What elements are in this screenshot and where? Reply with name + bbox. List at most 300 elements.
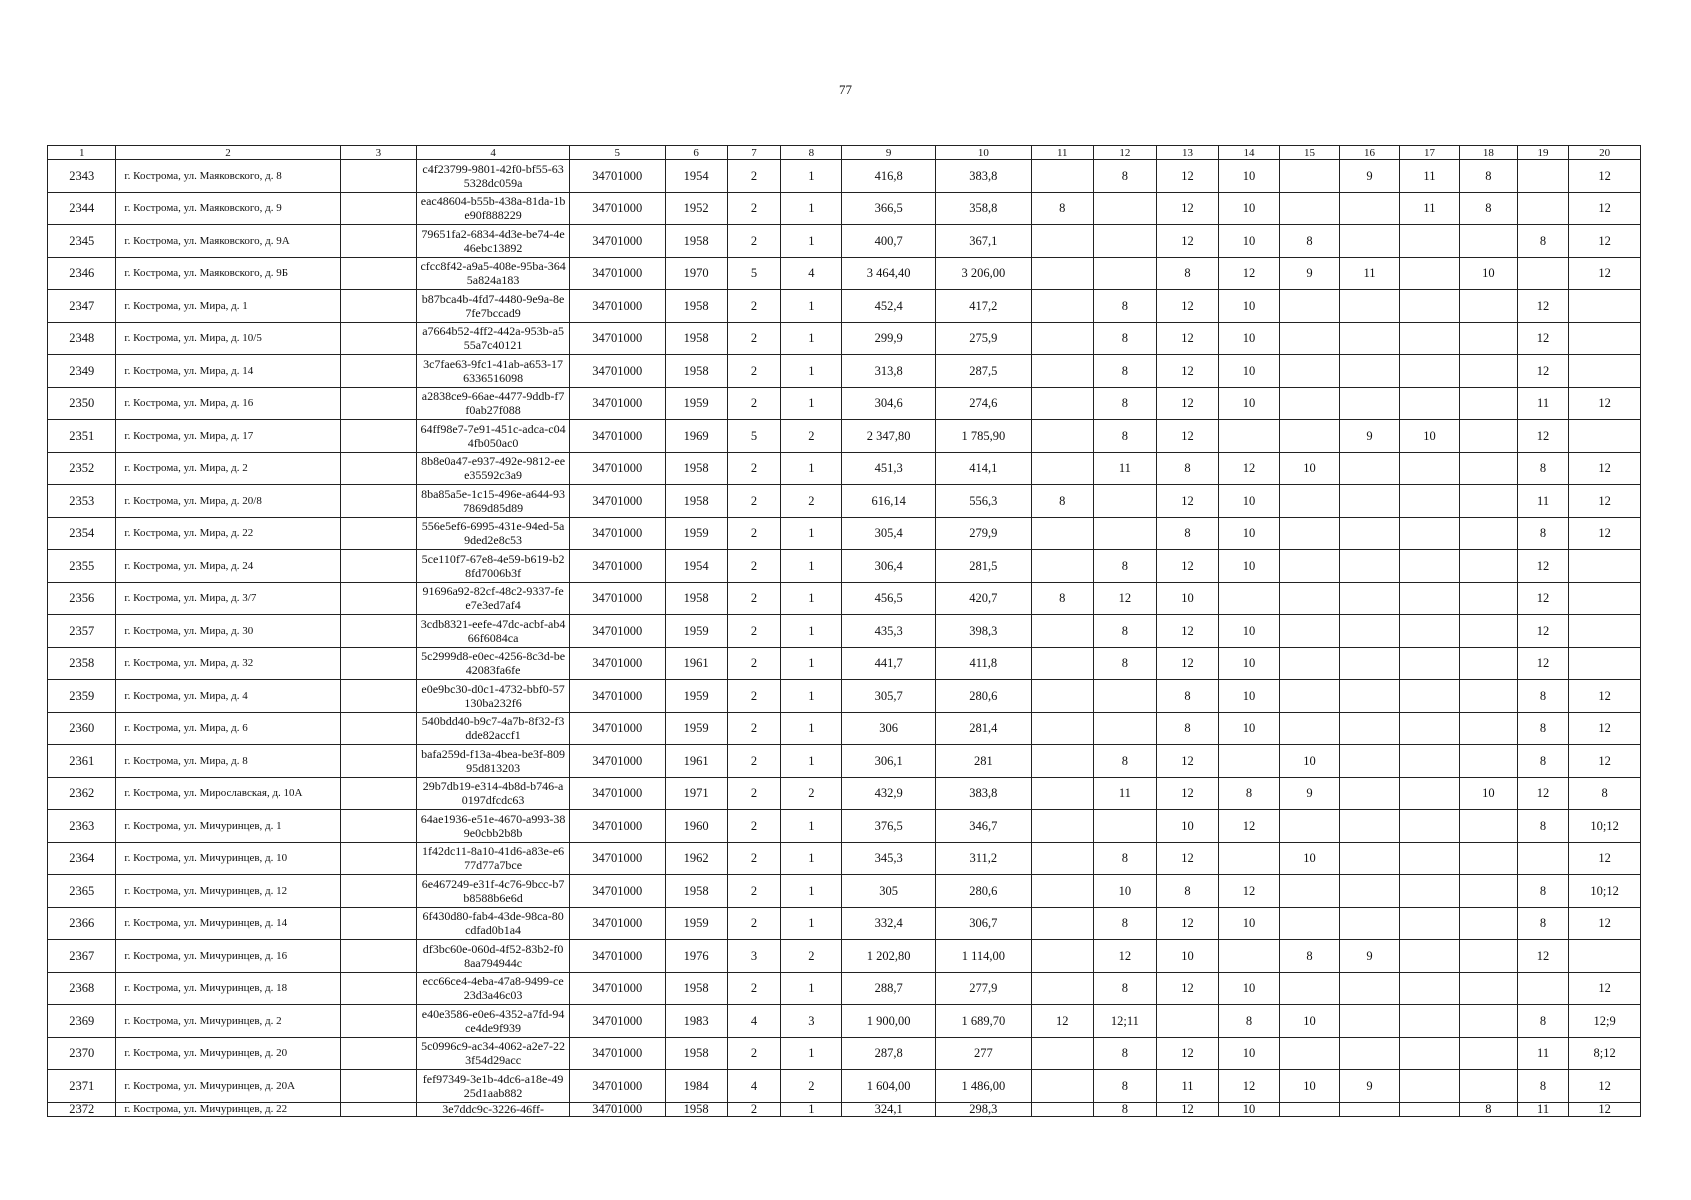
table-cell: 1984 (665, 1070, 727, 1103)
table-cell: 2368 (48, 972, 116, 1005)
table-cell: г. Кострома, ул. Мичуринцев, д. 18 (116, 972, 340, 1005)
table-cell (1459, 615, 1517, 648)
table-cell (1459, 355, 1517, 388)
table-cell (340, 290, 417, 323)
column-header: 13 (1156, 146, 1218, 160)
table-cell (1219, 940, 1280, 973)
table-cell (1459, 387, 1517, 420)
table-cell (340, 582, 417, 615)
table-cell: г. Кострома, ул. Маяковского, д. 9Б (116, 257, 340, 290)
table-cell: 1 (781, 745, 842, 778)
table-cell: 9 (1339, 1070, 1399, 1103)
table-cell: 1961 (665, 745, 727, 778)
table-cell: 10 (1219, 680, 1280, 713)
column-header: 9 (842, 146, 936, 160)
table-cell: г. Кострома, ул. Мира, д. 3/7 (116, 582, 340, 615)
table-cell (1459, 485, 1517, 518)
table-cell: 10 (1219, 1102, 1280, 1116)
table-cell: 8 (1156, 452, 1218, 485)
table-cell: 12 (1156, 615, 1218, 648)
table-cell: 11 (1093, 452, 1156, 485)
table-cell (1093, 485, 1156, 518)
table-cell (1569, 615, 1641, 648)
table-cell: г. Кострома, ул. Мира, д. 8 (116, 745, 340, 778)
table-cell: 1 689,70 (935, 1005, 1031, 1038)
page-number: 77 (839, 82, 852, 97)
table-cell (1031, 257, 1093, 290)
table-cell: 2364 (48, 842, 116, 875)
table-cell (1280, 420, 1340, 453)
table-cell: 9 (1339, 940, 1399, 973)
table-cell: 3 464,40 (842, 257, 936, 290)
table-cell (1399, 322, 1459, 355)
table-cell: 2372 (48, 1102, 116, 1116)
table-cell: 2345 (48, 225, 116, 258)
table-cell: 12 (1156, 225, 1218, 258)
table-cell: 34701000 (569, 160, 665, 193)
table-cell: 420,7 (935, 582, 1031, 615)
table-cell (1399, 842, 1459, 875)
table-cell: 2 (727, 875, 781, 908)
column-header: 3 (340, 146, 417, 160)
table-cell: 2347 (48, 290, 116, 323)
table-cell: 2 (781, 420, 842, 453)
table-row (48, 160, 1641, 193)
table-row (48, 420, 1641, 453)
table-cell (1399, 355, 1459, 388)
table-cell: 2349 (48, 355, 116, 388)
table-cell (1459, 972, 1517, 1005)
table-cell (1459, 810, 1517, 843)
table-cell: 1959 (665, 615, 727, 648)
table-cell (1399, 875, 1459, 908)
table-cell (340, 777, 417, 810)
table-cell: 1f42dc11-8a10-41d6-a83e-e677d77a7bce (417, 842, 570, 875)
table-cell: 1983 (665, 1005, 727, 1038)
table-cell (1031, 745, 1093, 778)
table-cell: 366,5 (842, 192, 936, 225)
table-cell: 9 (1280, 777, 1340, 810)
table-cell: 8ba85a5e-1c15-496e-a644-937869d85d89 (417, 485, 570, 518)
table-cell: 9 (1280, 257, 1340, 290)
table-cell: 1971 (665, 777, 727, 810)
table-cell: 12 (1156, 745, 1218, 778)
table-row (48, 907, 1641, 940)
table-cell: 2 (727, 452, 781, 485)
table-cell (1399, 680, 1459, 713)
table-cell: 34701000 (569, 550, 665, 583)
table-cell: 1 (781, 1102, 842, 1116)
table-cell: 8 (1156, 680, 1218, 713)
table-cell (1399, 615, 1459, 648)
table-row (48, 582, 1641, 615)
table-cell: г. Кострома, ул. Мичуринцев, д. 10 (116, 842, 340, 875)
table-cell (1399, 712, 1459, 745)
table-row (48, 225, 1641, 258)
table-cell: г. Кострома, ул. Мичуринцев, д. 20А (116, 1070, 340, 1103)
table-cell: 12 (1569, 1102, 1641, 1116)
table-cell: 2370 (48, 1037, 116, 1070)
table-cell: 2365 (48, 875, 116, 908)
table-cell: 2 (727, 745, 781, 778)
table-cell: 540bdd40-b9c7-4a7b-8f32-f3dde82accf1 (417, 712, 570, 745)
table-cell: 10 (1219, 907, 1280, 940)
table-cell: c4f23799-9801-42f0-bf55-635328dc059a (417, 160, 570, 193)
table-cell: 12 (1569, 225, 1641, 258)
column-header: 16 (1339, 146, 1399, 160)
table-cell: г. Кострома, ул. Мира, д. 32 (116, 647, 340, 680)
table-cell: 6f430d80-fab4-43de-98ca-80cdfad0b1a4 (417, 907, 570, 940)
table-cell: 8 (1093, 1037, 1156, 1070)
table-cell: 1 (781, 517, 842, 550)
table-cell: 8 (1093, 290, 1156, 323)
table-cell: г. Кострома, ул. Мира, д. 17 (116, 420, 340, 453)
table-cell: 10 (1219, 290, 1280, 323)
table-cell: 10 (1219, 550, 1280, 583)
table-cell (1031, 615, 1093, 648)
housing-register-table (47, 145, 1641, 1117)
table-cell (1031, 452, 1093, 485)
table-cell: 12 (1093, 582, 1156, 615)
table-cell (340, 842, 417, 875)
table-cell: 10 (1459, 257, 1517, 290)
table-cell: 2348 (48, 322, 116, 355)
table-cell (340, 225, 417, 258)
table-cell: 11 (1399, 160, 1459, 193)
table-cell (1339, 452, 1399, 485)
table-cell: 12 (1517, 582, 1569, 615)
table-cell: 12 (1517, 290, 1569, 323)
table-cell: 324,1 (842, 1102, 936, 1116)
table-cell: 441,7 (842, 647, 936, 680)
table-cell (1459, 647, 1517, 680)
table-cell: 10 (1219, 1037, 1280, 1070)
table-cell: 10 (1219, 485, 1280, 518)
table-cell: 34701000 (569, 745, 665, 778)
table-cell: 3 206,00 (935, 257, 1031, 290)
table-cell (1093, 517, 1156, 550)
table-cell: 11 (1517, 1037, 1569, 1070)
table-cell: 8 (1093, 972, 1156, 1005)
table-cell: 416,8 (842, 160, 936, 193)
table-cell: 1952 (665, 192, 727, 225)
table-cell (1031, 225, 1093, 258)
table-cell (1339, 712, 1399, 745)
table-cell: 11 (1517, 387, 1569, 420)
column-header: 5 (569, 146, 665, 160)
table-cell (1459, 322, 1517, 355)
table-cell: г. Кострома, ул. Мира, д. 20/8 (116, 485, 340, 518)
table-cell: 299,9 (842, 322, 936, 355)
table-row (48, 615, 1641, 648)
table-cell: 281,5 (935, 550, 1031, 583)
table-cell: 305 (842, 875, 936, 908)
table-cell: 8 (1517, 517, 1569, 550)
table-cell (1339, 192, 1399, 225)
table-cell: 2360 (48, 712, 116, 745)
table-cell: 34701000 (569, 517, 665, 550)
table-cell: 306,4 (842, 550, 936, 583)
table-cell: 34701000 (569, 842, 665, 875)
table-cell (1280, 192, 1340, 225)
table-cell: 8 (1093, 387, 1156, 420)
table-cell: 8 (1459, 1102, 1517, 1116)
table-cell: 11 (1399, 192, 1459, 225)
table-cell (1031, 322, 1093, 355)
table-cell: 2 (727, 290, 781, 323)
table-cell: 34701000 (569, 972, 665, 1005)
table-cell (1459, 550, 1517, 583)
table-cell: 2 (781, 777, 842, 810)
table-cell: 2 (727, 387, 781, 420)
table-row (48, 712, 1641, 745)
table-cell: 8 (1093, 420, 1156, 453)
table-cell: 1 (781, 615, 842, 648)
table-cell: г. Кострома, ул. Мира, д. 14 (116, 355, 340, 388)
table-cell (1569, 647, 1641, 680)
table-cell: 34701000 (569, 1037, 665, 1070)
table-cell: 8 (1156, 712, 1218, 745)
column-header: 20 (1569, 146, 1641, 160)
table-cell: 11 (1517, 1102, 1569, 1116)
table-cell: 34701000 (569, 1005, 665, 1038)
table-cell (1569, 355, 1641, 388)
table-cell: 2 (727, 225, 781, 258)
table-cell: 12 (1569, 485, 1641, 518)
table-cell: 12 (1219, 1070, 1280, 1103)
table-cell: 12 (1219, 810, 1280, 843)
column-header: 12 (1093, 146, 1156, 160)
table-cell: 1958 (665, 322, 727, 355)
table-cell: 10 (1093, 875, 1156, 908)
table-cell (340, 647, 417, 680)
table-cell (1280, 810, 1340, 843)
table-cell: 304,6 (842, 387, 936, 420)
table-cell: 91696a92-82cf-48c2-9337-fee7e3ed7af4 (417, 582, 570, 615)
table-row (48, 1102, 1641, 1116)
table-cell: 12 (1156, 777, 1218, 810)
table-cell: 10 (1399, 420, 1459, 453)
table-cell: 34701000 (569, 192, 665, 225)
table-cell (1280, 355, 1340, 388)
table-cell: 12 (1569, 907, 1641, 940)
table-cell: г. Кострома, ул. Маяковского, д. 8 (116, 160, 340, 193)
table-cell: 8 (1280, 225, 1340, 258)
table-cell: 8 (1093, 550, 1156, 583)
table-cell: 2 (727, 680, 781, 713)
table-cell: 2 (727, 1102, 781, 1116)
table-cell: 2362 (48, 777, 116, 810)
table-cell: 12 (1569, 160, 1641, 193)
table-cell (340, 875, 417, 908)
column-header: 1 (48, 146, 116, 160)
table-cell: 5ce110f7-67e8-4e59-b619-b28fd7006b3f (417, 550, 570, 583)
table-cell (1031, 1070, 1093, 1103)
table-cell (1339, 355, 1399, 388)
table-cell: г. Кострома, ул. Мира, д. 4 (116, 680, 340, 713)
table-cell (340, 1102, 417, 1116)
table-cell: 8 (1093, 907, 1156, 940)
table-cell (340, 322, 417, 355)
table-cell: 8 (1517, 745, 1569, 778)
table-cell (1031, 290, 1093, 323)
table-cell: г. Кострома, ул. Мира, д. 30 (116, 615, 340, 648)
table-cell: 10 (1219, 712, 1280, 745)
table-cell (340, 907, 417, 940)
table-cell: 10 (1219, 517, 1280, 550)
table-cell: cfcc8f42-a9a5-408e-95ba-3645a824a183 (417, 257, 570, 290)
table-cell (1339, 777, 1399, 810)
table-cell: 12 (1569, 452, 1641, 485)
table-cell (1339, 615, 1399, 648)
table-cell: 8 (1093, 160, 1156, 193)
table-cell (1459, 582, 1517, 615)
table-cell: 34701000 (569, 322, 665, 355)
table-cell: 8 (1459, 160, 1517, 193)
table-row (48, 192, 1641, 225)
table-cell (1569, 420, 1641, 453)
table-cell: 1 202,80 (842, 940, 936, 973)
table-cell (1093, 712, 1156, 745)
table-cell: 2358 (48, 647, 116, 680)
table-cell: 8;12 (1569, 1037, 1641, 1070)
table-cell: a2838ce9-66ae-4477-9ddb-f7f0ab27f088 (417, 387, 570, 420)
table-cell (340, 550, 417, 583)
table-row (48, 550, 1641, 583)
table-cell: 1958 (665, 290, 727, 323)
table-cell: 2 (727, 485, 781, 518)
table-cell: 12 (1517, 420, 1569, 453)
table-cell: 556e5ef6-6995-431e-94ed-5a9ded2e8c53 (417, 517, 570, 550)
table-cell: 1 (781, 160, 842, 193)
table-cell: 2371 (48, 1070, 116, 1103)
table-row (48, 777, 1641, 810)
table-cell: 311,2 (935, 842, 1031, 875)
table-cell: 2346 (48, 257, 116, 290)
table-cell (1399, 940, 1459, 973)
table-cell (1219, 420, 1280, 453)
table-cell: 2 (781, 940, 842, 973)
table-cell: 8 (1156, 257, 1218, 290)
table-cell (1031, 972, 1093, 1005)
table-cell (1399, 907, 1459, 940)
table-cell: 1959 (665, 517, 727, 550)
table-cell (1459, 225, 1517, 258)
table-cell: 1958 (665, 1102, 727, 1116)
table-cell: 10 (1219, 647, 1280, 680)
column-header: 2 (116, 146, 340, 160)
table-cell: 2355 (48, 550, 116, 583)
table-cell: 2 (727, 810, 781, 843)
table-cell (1280, 972, 1340, 1005)
table-row (48, 387, 1641, 420)
table-cell: 2 (781, 485, 842, 518)
table-cell (1031, 647, 1093, 680)
table-cell: 8 (1093, 322, 1156, 355)
table-cell: 1 (781, 647, 842, 680)
table-cell (1459, 420, 1517, 453)
column-header: 11 (1031, 146, 1093, 160)
table-cell: 2344 (48, 192, 116, 225)
table-cell: a7664b52-4ff2-442a-953b-a555a7c40121 (417, 322, 570, 355)
table-cell: 2350 (48, 387, 116, 420)
table-cell: 306 (842, 712, 936, 745)
table-cell: 34701000 (569, 225, 665, 258)
table-row (48, 940, 1641, 973)
table-cell: 1 (781, 680, 842, 713)
table-cell: 12;11 (1093, 1005, 1156, 1038)
column-header: 15 (1280, 146, 1340, 160)
table-cell: 8 (1517, 907, 1569, 940)
table-row (48, 647, 1641, 680)
table-cell: 1958 (665, 452, 727, 485)
table-row (48, 452, 1641, 485)
table-cell: 1958 (665, 582, 727, 615)
table-cell: 1 604,00 (842, 1070, 936, 1103)
table-cell: 8 (1093, 745, 1156, 778)
table-cell: 1 900,00 (842, 1005, 936, 1038)
table-cell: г. Кострома, ул. Мира, д. 16 (116, 387, 340, 420)
table-cell (1219, 745, 1280, 778)
table-cell: 277,9 (935, 972, 1031, 1005)
table-cell: 11 (1156, 1070, 1218, 1103)
table-cell (1093, 192, 1156, 225)
table-cell (340, 712, 417, 745)
table-cell: 2361 (48, 745, 116, 778)
table-cell: 5 (727, 420, 781, 453)
table-cell (340, 485, 417, 518)
table-cell: 12 (1517, 355, 1569, 388)
table-cell (340, 615, 417, 648)
table-cell: 1 (781, 1037, 842, 1070)
table-cell: 8 (1156, 875, 1218, 908)
table-cell (1339, 972, 1399, 1005)
table-cell: 376,5 (842, 810, 936, 843)
table-cell: 1 (781, 192, 842, 225)
table-cell: 2351 (48, 420, 116, 453)
table-cell: 8 (1280, 940, 1340, 973)
table-cell: 8 (1093, 647, 1156, 680)
table-cell: 12 (1156, 550, 1218, 583)
table-cell: 1 (781, 810, 842, 843)
table-cell: 34701000 (569, 582, 665, 615)
table-cell (1280, 680, 1340, 713)
table-row (48, 257, 1641, 290)
table-cell: 8 (1093, 355, 1156, 388)
table-cell: 1959 (665, 387, 727, 420)
table-cell: 34701000 (569, 257, 665, 290)
table-cell (1399, 1070, 1459, 1103)
table-cell: 34701000 (569, 647, 665, 680)
table-cell (1093, 810, 1156, 843)
table-cell (1459, 940, 1517, 973)
table-cell (1031, 875, 1093, 908)
table-cell: 556,3 (935, 485, 1031, 518)
table-cell: 12 (1156, 290, 1218, 323)
table-cell: 12 (1093, 940, 1156, 973)
table-cell: 10 (1459, 777, 1517, 810)
table-cell: 11 (1517, 485, 1569, 518)
table-cell: 2 (727, 615, 781, 648)
table-row (48, 322, 1641, 355)
table-cell: 280,6 (935, 680, 1031, 713)
table-cell (1031, 387, 1093, 420)
table-cell: 398,3 (935, 615, 1031, 648)
table-cell: 8 (1093, 1070, 1156, 1103)
table-cell: 10 (1280, 452, 1340, 485)
table-cell: 1958 (665, 225, 727, 258)
table-cell (1031, 550, 1093, 583)
